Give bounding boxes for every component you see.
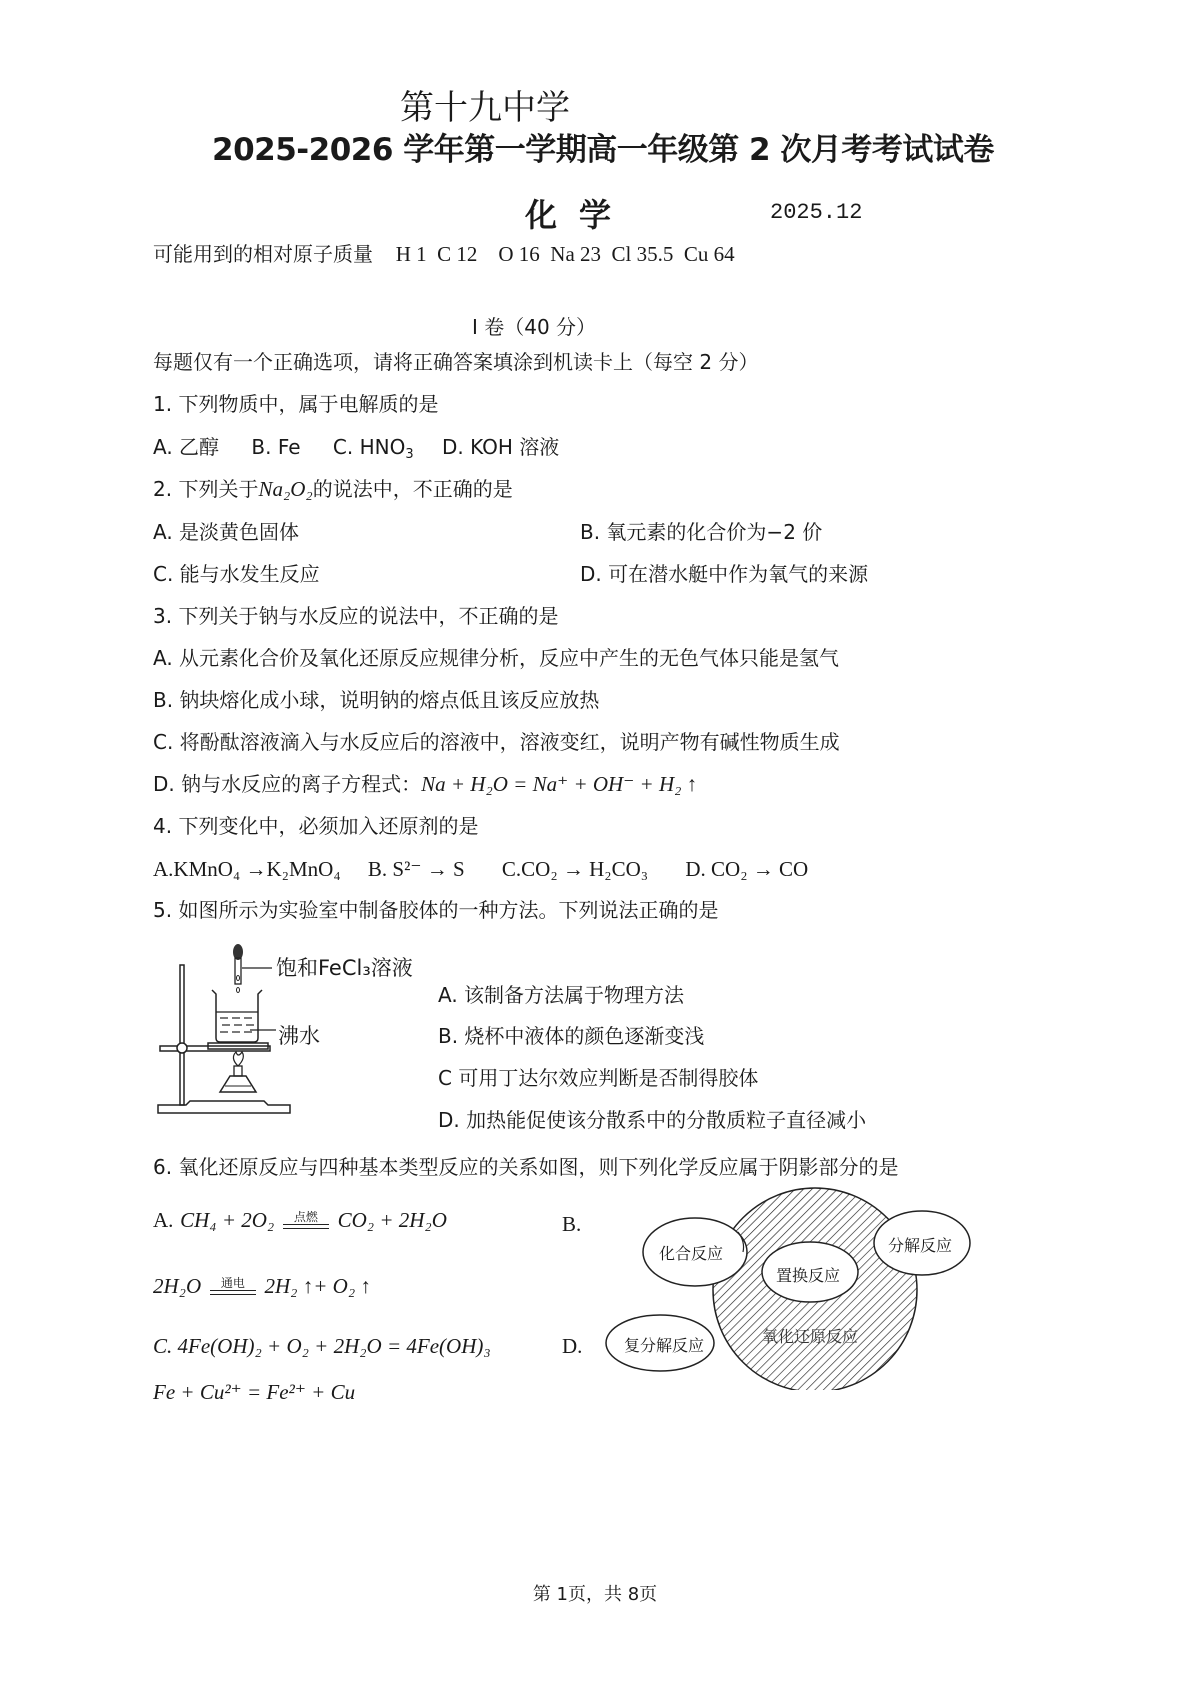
q3-option-d[interactable]: D. 钠与水反应的离子方程式：Na + H₂O = Na⁺ + OH⁻ + H₂ ↑	[153, 772, 698, 796]
diagram-label-replacement: 置换反应	[776, 1266, 841, 1285]
q3-option-c[interactable]: C. 将酚酞溶液滴入与水反应后的溶液中，溶液变红，说明产物有碱性物质生成	[153, 730, 840, 754]
exam-date: 2025.12	[770, 200, 863, 225]
q4-option-a[interactable]: A.KMnO₄ →K₂MnO₄	[153, 857, 341, 881]
q5-option-d[interactable]: D. 加热能促使该分散系中的分散质粒子直径减小	[438, 1108, 867, 1132]
q4-option-c[interactable]: C.CO₂ → H₂CO₃	[501, 857, 649, 881]
question-5-stem: 5. 如图所示为实验室中制备胶体的一种方法。下列说法正确的是	[153, 898, 719, 922]
atomic-mass-label: 可能用到的相对原子质量	[153, 242, 373, 266]
atomic-mass-line	[153, 240, 735, 268]
q2-option-c[interactable]: C. 能与水发生反应	[153, 562, 320, 586]
q4-option-b[interactable]: B. S²⁻ → S	[367, 857, 465, 881]
diagram-label-redox: 氧化还原反应	[762, 1327, 859, 1346]
page-number: 第 1页，共 8页	[532, 1584, 658, 1605]
question-6-stem: 6. 氧化还原反应与四种基本类型反应的关系如图，则下列化学反应属于阴影部分的是	[153, 1155, 899, 1179]
beaker-label: 沸水	[278, 1024, 320, 1048]
section-instruction: 每题仅有一个正确选项，请将正确答案填涂到机读卡上（每空 2 分）	[153, 350, 759, 374]
equation-na-water: Na + H₂O = Na⁺ + OH⁻ + H₂ ↑	[421, 772, 698, 796]
diagram-label-double-decomposition: 复分解反应	[624, 1336, 705, 1355]
q1-option-c[interactable]: C. $HNO_3$	[332, 435, 414, 462]
q1-option-b[interactable]: B. Fe	[251, 435, 301, 459]
exam-title: 2025-2026 学年第一学期高一年级第 2 次月考考试试卷	[212, 132, 994, 168]
q6-option-d[interactable]: Fe + Cu²⁺ = Fe²⁺ + Cu	[153, 1380, 356, 1404]
question-4-options	[153, 855, 808, 883]
question-1-options	[153, 433, 559, 461]
q2-option-b[interactable]: B. 氧元素的化合价为−2 价	[580, 520, 823, 544]
question-1-stem: 1. 下列物质中，属于电解质的是	[153, 392, 439, 416]
q6-option-a[interactable]: A. CH₄ + 2O₂ 点燃 CO₂ + 2H₂O	[153, 1208, 447, 1232]
q2-option-d[interactable]: D. 可在潜水艇中作为氧气的来源	[580, 562, 869, 586]
school-name: 第十九中学	[400, 88, 570, 128]
question-4-stem: 4. 下列变化中，必须加入还原剂的是	[153, 814, 479, 838]
q6-option-b[interactable]: 2H₂O 通电 2H₂ ↑+ O₂ ↑	[153, 1274, 371, 1298]
q5-option-b[interactable]: B. 烧杯中液体的颜色逐渐变浅	[438, 1024, 705, 1048]
dropper-label: 饱和FeCl₃溶液	[276, 956, 413, 980]
q4-option-d[interactable]: D. CO₂ → CO	[685, 857, 809, 881]
section-title: I 卷（40 分）	[472, 315, 597, 339]
diagram-label-decomposition: 分解反应	[888, 1236, 953, 1255]
q5-option-a[interactable]: A. 该制备方法属于物理方法	[438, 983, 685, 1007]
q6-option-b-label[interactable]: B.	[562, 1212, 582, 1236]
q2-option-a[interactable]: A. 是淡黄色固体	[153, 520, 300, 544]
q6-option-d-label[interactable]: D.	[562, 1334, 583, 1358]
question-3-stem: 3. 下列关于钠与水反应的说法中，不正确的是	[153, 604, 559, 628]
q1-option-a[interactable]: A. 乙醇	[153, 435, 220, 459]
question-2-stem: 2. 下列关于Na₂O₂的说法中，不正确的是	[153, 477, 513, 501]
q3-option-a[interactable]: A. 从元素化合价及氧化还原反应规律分析，反应中产生的无色气体只能是氢气	[153, 646, 840, 670]
q5-option-c[interactable]: C 可用丁达尔效应判断是否制得胶体	[438, 1066, 759, 1090]
formula-na2o2: Na₂O₂	[258, 477, 313, 501]
atomic-mass-values: H 1 C 12 O 16 Na 23 Cl 35.5 Cu 64	[395, 242, 735, 266]
q6-option-c[interactable]: C. 4Fe(OH)₂ + O₂ + 2H₂O = 4Fe(OH)₃	[153, 1334, 491, 1358]
q1-option-d[interactable]: D. KOH 溶液	[441, 435, 560, 459]
subject-title: 化学	[525, 196, 634, 234]
q3-option-b[interactable]: B. 钠块熔化成小球，说明钠的熔点低且该反应放热	[153, 688, 600, 712]
diagram-label-combination: 化合反应	[659, 1244, 724, 1263]
